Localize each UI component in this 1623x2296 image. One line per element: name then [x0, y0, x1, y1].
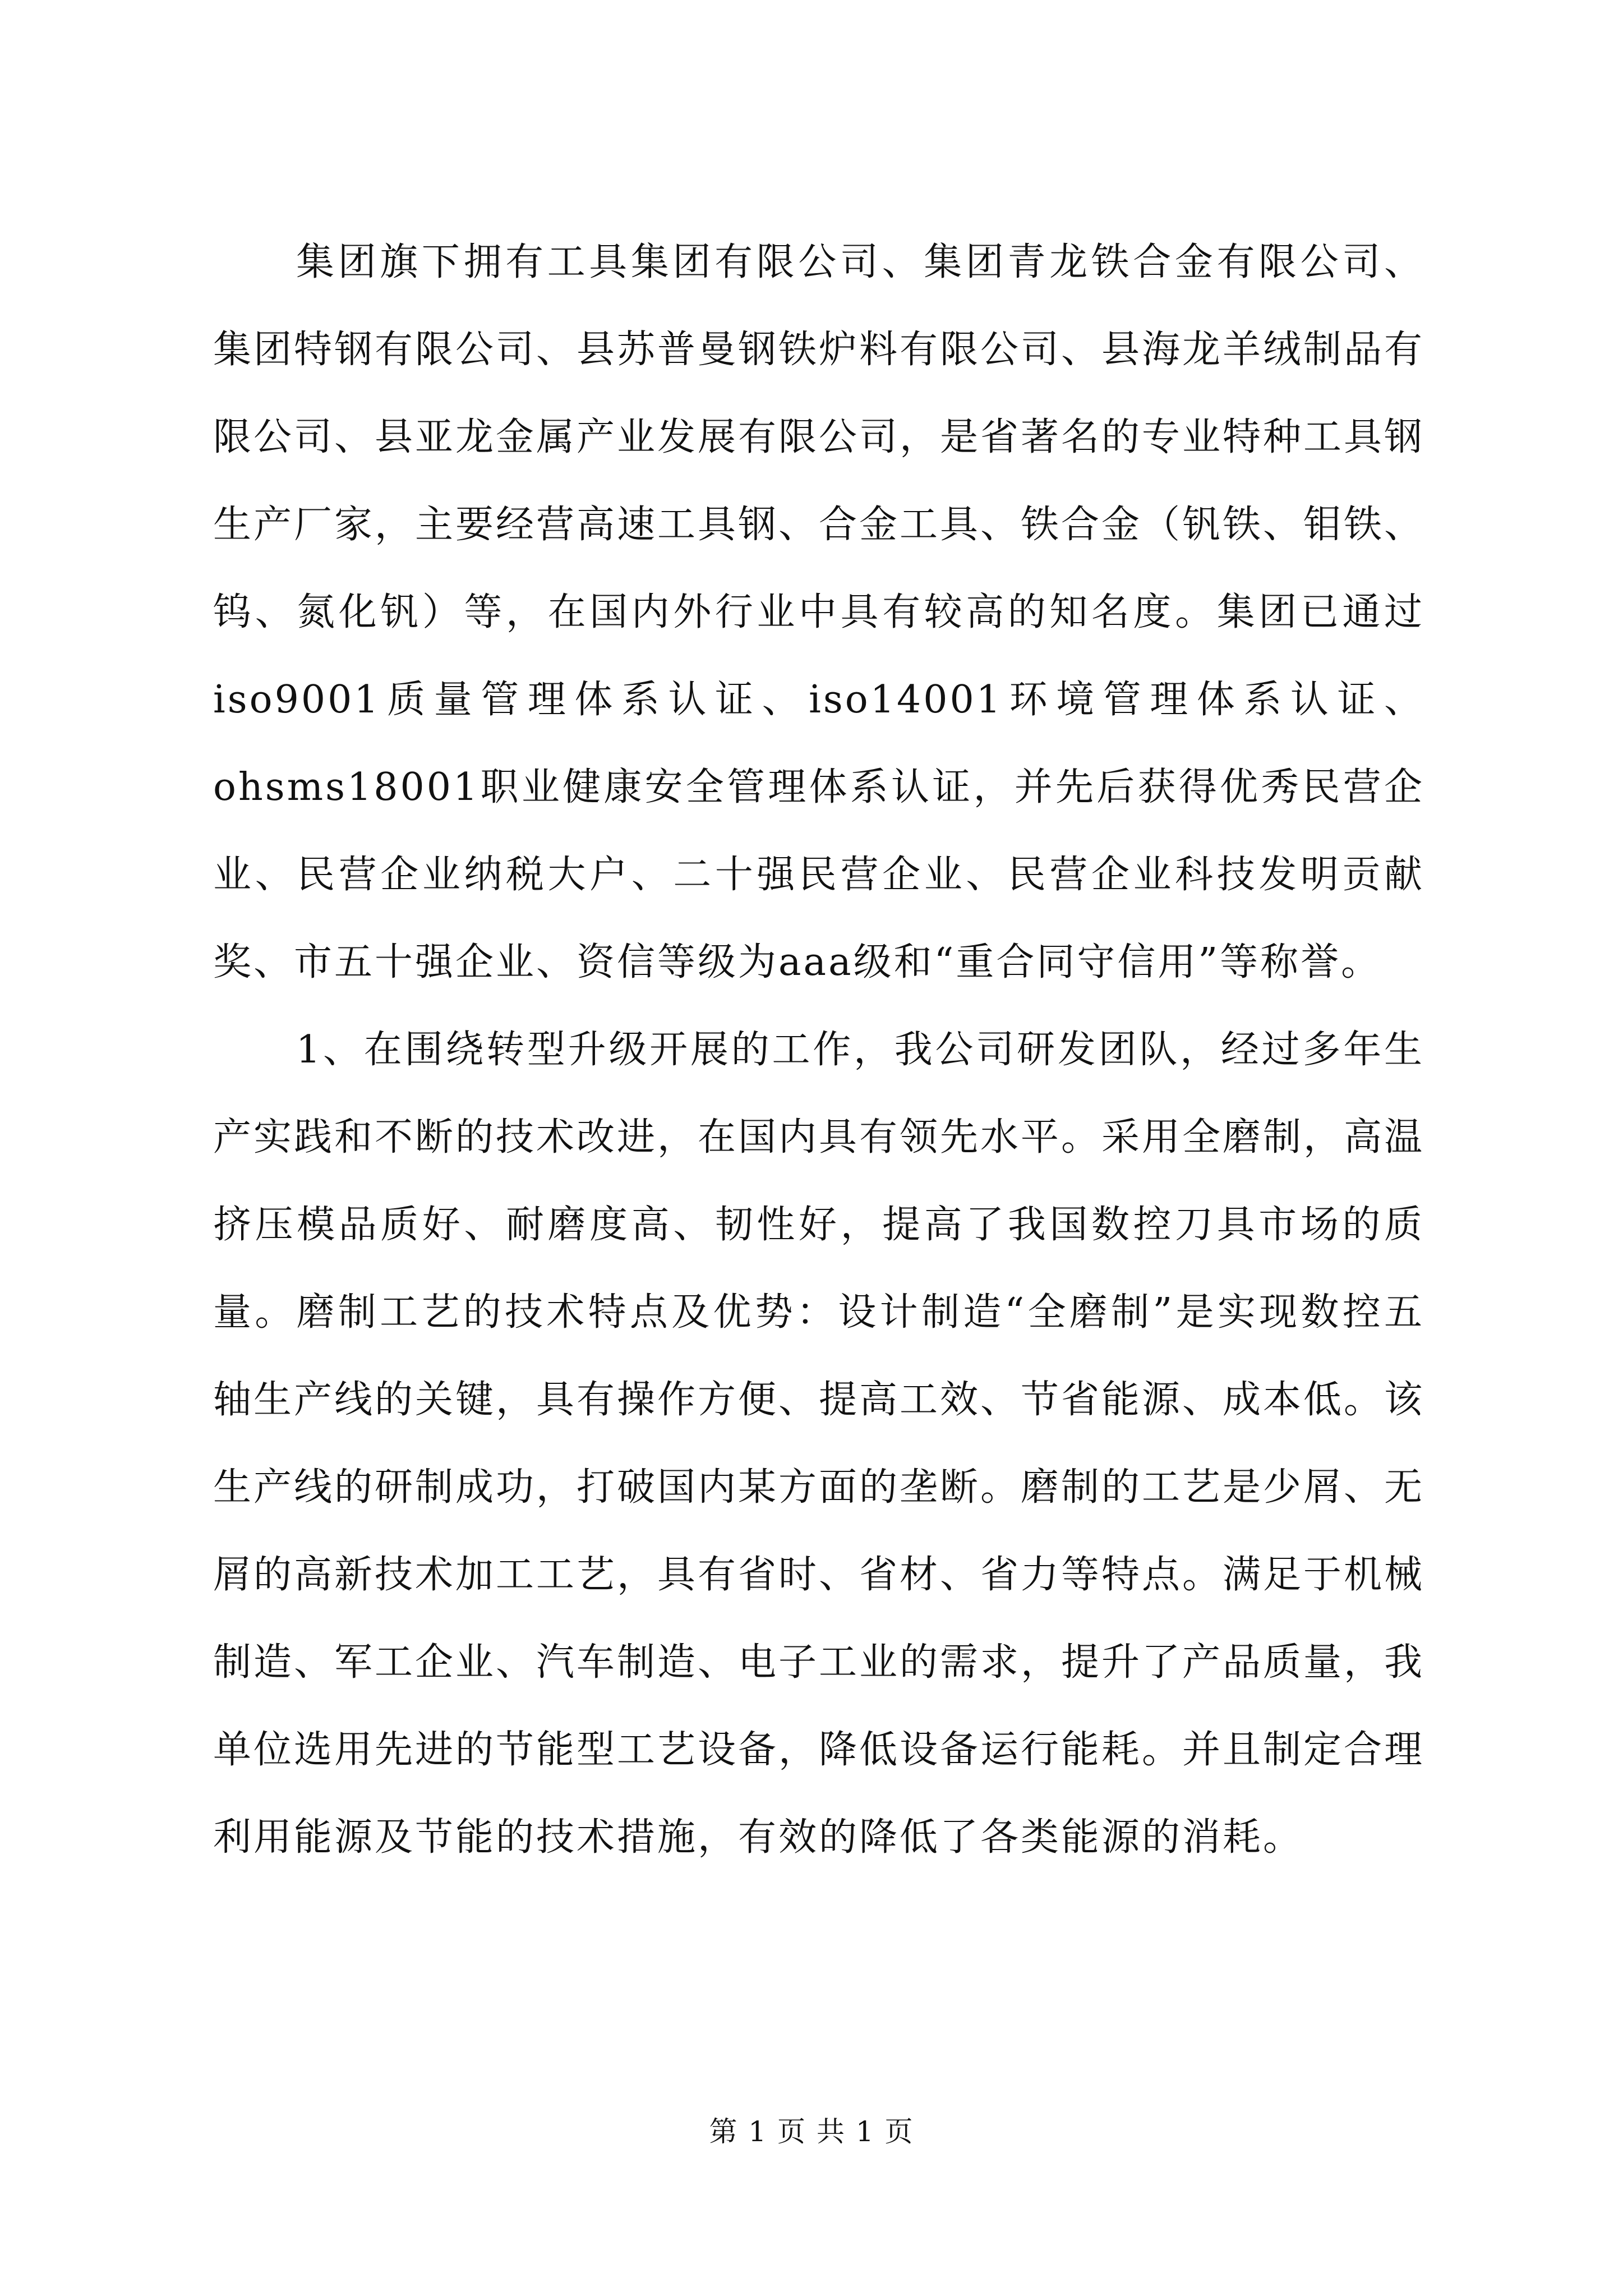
paragraph-company-overview: 集团旗下拥有工具集团有限公司、集团青龙铁合金有限公司、集团特钢有限公司、县苏普曼钢铁炉料有限公司、县海龙羊绒制品有限公司、县亚龙金属产业发展有限公司，是省著名的专业特种工具钢生产厂家，主要经营高速工具钢、合金工具、铁合金（钒铁、钼铁、钨、氮化钒）等，在国内外行业中具有较高的知名度。集团已通过iso9001质量管理体系认证、iso14001环境管理体系认证、ohsms18001职业健康安全管理体系认证，并先后获得优秀民营企业、民营企业纳税大户、二十强民营企业、民营企业科技发明贡献奖、市五十强企业、资信等级为aaa级和“重合同守信用”等称誉。 — [213, 240, 1425, 984]
document-body — [213, 219, 1424, 1881]
page-number-footer: 第 1 页 共 1 页 — [709, 2115, 914, 2148]
paragraph-transformation-work: 1、在围绕转型升级开展的工作，我公司研发团队，经过多年生产实践和不断的技术改进，在国内具有领先水平。采用全磨制，高温挤压模品质好、耐磨度高、韧性好，提高了我国数控刀具市场的质量。磨制工艺的技术特点及优势：设计制造“全磨制”是实现数控五轴生产线的关键，具有操作方便、提高工效、节省能源、成本低。该生产线的研制成功，打破国内某方面的垄断。磨制的工艺是少屑、无屑的高新技术加工工艺，具有省时、省材、省力等特点。满足于机械制造、军工企业、汽车制造、电子工业的需求，提升了产品质量，我单位选用先进的节能型工艺设备，降低设备运行能耗。并且制定合理利用能源及节能的技术措施，有效的降低了各类能源的消耗。 — [213, 1028, 1425, 1860]
